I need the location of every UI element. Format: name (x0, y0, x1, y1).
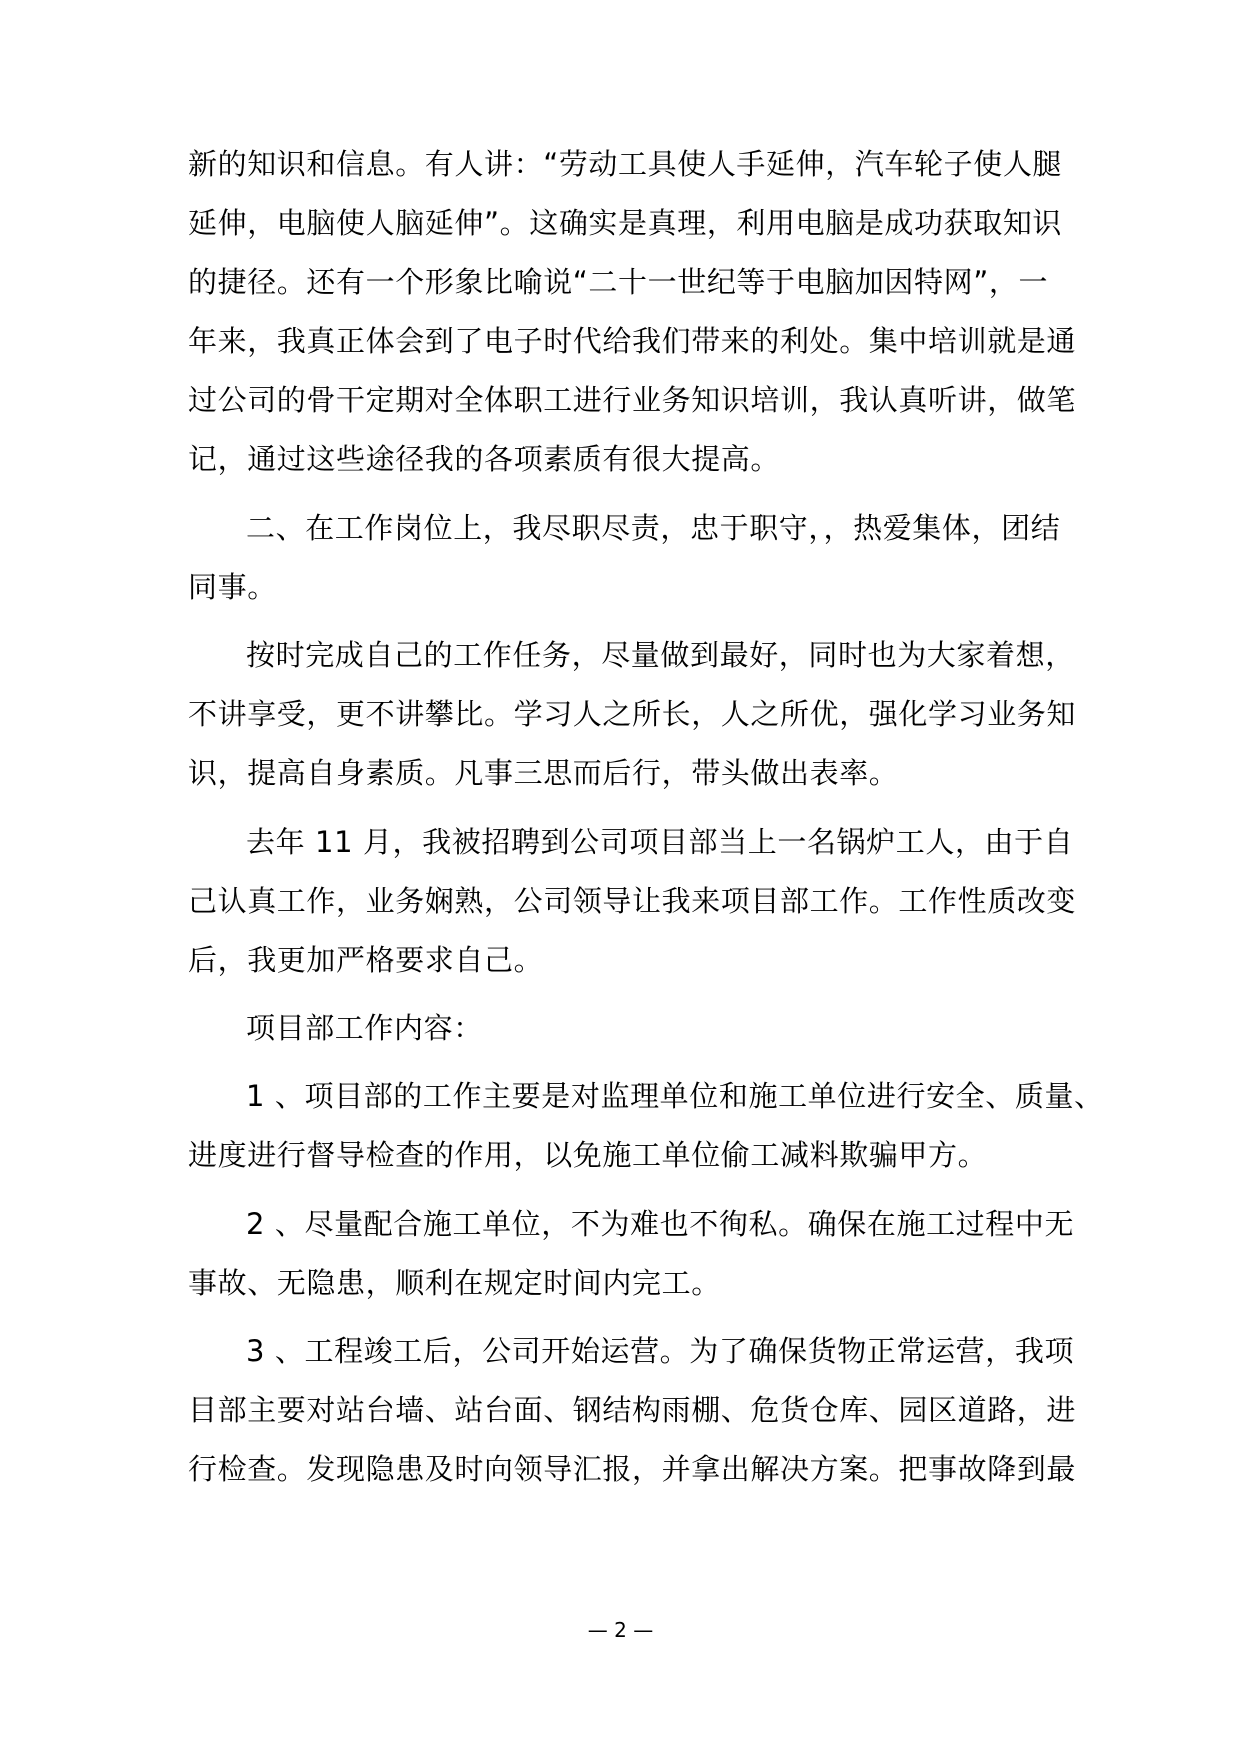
body-text-line: 新的知识和信息。有人讲：“劳动工具使人手延伸，汽车轮子使人腿 (188, 147, 1063, 181)
body-text-line: 去年 11 月，我被招聘到公司项目部当上一名锅炉工人，由于自 (246, 825, 1074, 859)
page-number: — 2 — (587, 1618, 654, 1642)
body-text-line: 年来，我真正体会到了电子时代给我们带来的利处。集中培训就是通 (188, 324, 1077, 358)
body-text-line: 延伸，电脑使人脑延伸”。这确实是真理，利用电脑是成功获取知识 (188, 206, 1063, 240)
body-text-line: 事故、无隐患，顺利在规定时间内完工。 (188, 1266, 721, 1300)
body-text-line: 后，我更加严格要求自己。 (188, 943, 544, 977)
body-text-line: 项目部工作内容： (246, 1011, 483, 1045)
body-text-line: 不讲享受，更不讲攀比。学习人之所长，人之所优，强化学习业务知 (188, 697, 1077, 731)
body-text-line: 进度进行督导检查的作用，以免施工单位偷工减料欺骗甲方。 (188, 1138, 988, 1172)
body-text-line: 己认真工作，业务娴熟，公司领导让我来项目部工作。工作性质改变 (188, 884, 1077, 918)
body-text-line: 行检查。发现隐患及时向领导汇报，并拿出解决方案。把事故降到最 (188, 1452, 1077, 1486)
body-text-line: 3 、工程竣工后，公司开始运营。为了确保货物正常运营，我项 (246, 1334, 1075, 1368)
body-text-line: 识，提高自身素质。凡事三思而后行，带头做出表率。 (188, 756, 899, 790)
body-text-line: 1 、项目部的工作主要是对监理单位和施工单位进行安全、质量、 (246, 1079, 1104, 1113)
body-text-line: 记，通过这些途径我的各项素质有很大提高。 (188, 442, 781, 476)
body-text-line: 二、在工作岗位上，我尽职尽责，忠于职守，，热爱集体，团结 (246, 511, 1061, 545)
body-text-line: 过公司的骨干定期对全体职工进行业务知识培训，我认真听讲，做笔 (188, 383, 1077, 417)
body-text-line: 同事。 (188, 570, 277, 604)
body-text-line: 按时完成自己的工作任务，尽量做到最好，同时也为大家着想， (246, 638, 1075, 672)
body-text-line: 目部主要对站台墙、站台面、钢结构雨棚、危货仓库、园区道路，进 (188, 1393, 1077, 1427)
body-text-line: 2 、尽量配合施工单位，不为难也不徇私。确保在施工过程中无 (246, 1207, 1075, 1241)
body-text-line: 的捷径。还有一个形象比喻说“二十一世纪等于电脑加因特网”，一 (188, 265, 1049, 299)
